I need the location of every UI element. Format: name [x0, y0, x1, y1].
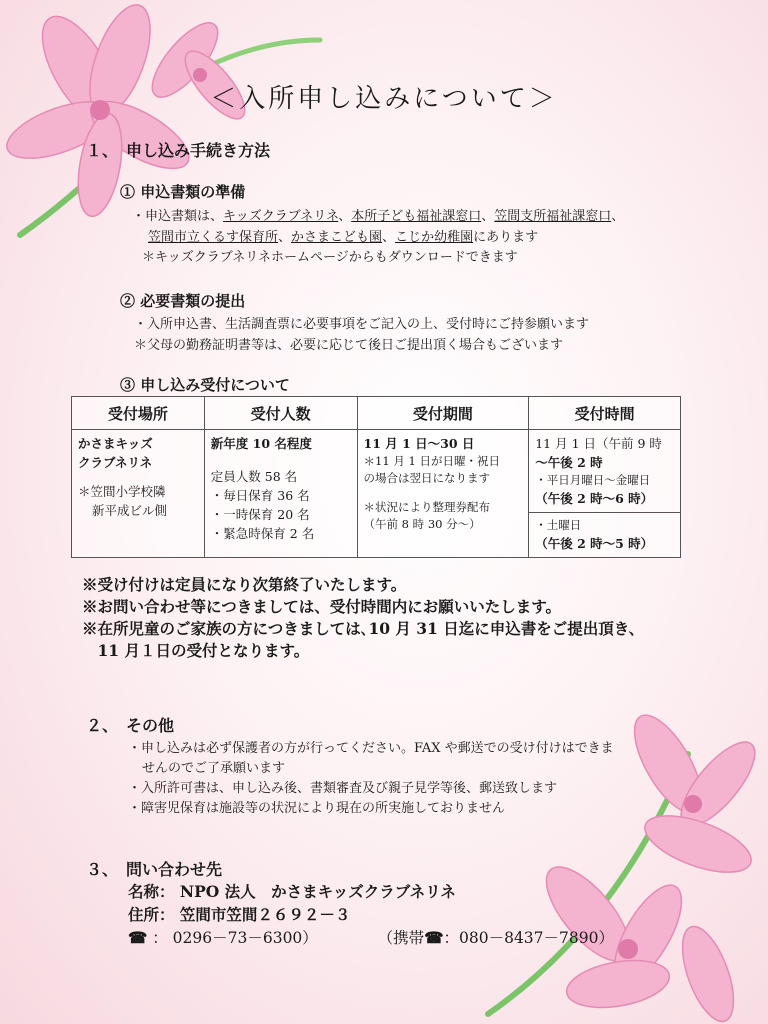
- sub2-line1: ・入所申込書、生活調査票に必要事項をご記入の上、受付時にご持参願います: [134, 317, 590, 332]
- places-prefix: ・申込書類は、: [132, 209, 224, 224]
- header-count: 受付人数: [204, 397, 357, 430]
- place-link[interactable]: 笠間支所福祉課窓口: [494, 209, 612, 224]
- mobile-prefix: （携帯: [377, 929, 425, 947]
- time-line1: 11 月 1 日（午前 9 時: [535, 436, 662, 451]
- note-line: ※受け付けは定員になり次第終了いたします。: [82, 575, 407, 594]
- note-line: 11 月１日の受付となります。: [82, 641, 310, 660]
- section2-line1b: せんのでご了承願います: [142, 761, 286, 776]
- contact-phone-row: [128, 926, 614, 948]
- place-note1: ＊笠間小学校隣: [78, 484, 166, 499]
- section3-heading: ３、 問い合わせ先: [86, 860, 223, 879]
- place-link[interactable]: キッズクラブネリネ: [223, 209, 339, 224]
- header-time: 受付時間: [529, 397, 681, 430]
- sub1-places: [132, 206, 712, 248]
- section2-line2: ・入所許可書は、申し込み後、書類審査及び親子見学等後、郵送致します: [128, 781, 558, 796]
- contact-address: 住所： 笠間市笠間２６９２－３: [128, 905, 351, 924]
- cell-place: [72, 430, 205, 558]
- count-emergency: ・緊急時保育 2 名: [210, 526, 315, 541]
- reception-table: [71, 396, 681, 558]
- notes-block: [82, 574, 644, 662]
- mobile-number[interactable]: ：080－8437－7890）: [443, 929, 614, 947]
- place-link[interactable]: 本所子ども福祉課窓口: [351, 209, 482, 224]
- count-main: 新年度 10 名程度: [210, 436, 312, 451]
- time-saturday: ・土曜日: [535, 518, 582, 532]
- places-suffix: にあります: [473, 230, 539, 245]
- header-place: 受付場所: [72, 397, 205, 430]
- count-capacity: 定員人数 58 名: [210, 469, 298, 484]
- table-row: [72, 430, 681, 558]
- header-period: 受付期間: [357, 397, 529, 430]
- place-link[interactable]: こじか幼稚園: [395, 230, 474, 245]
- period-note4: （午前 8 時 30 分～）: [363, 517, 481, 531]
- period-note2: の場合は翌日になります: [363, 471, 491, 485]
- cell-count: [204, 430, 357, 558]
- note-line: ※在所児童のご家族の方につきましては､10 月 31 日迄に申込書をご提出頂き、: [82, 619, 645, 638]
- section2-heading: ２、 その他: [86, 716, 175, 735]
- cell-time: [529, 430, 681, 558]
- count-temporary: ・一時保育 20 名: [210, 507, 310, 522]
- place-name-line2: クラブネリネ: [78, 455, 153, 470]
- sub3-heading: ③ 申し込み受付について: [120, 376, 290, 394]
- time-weekday-hours: （午後 2 時～6 時）: [535, 491, 654, 506]
- phone-icon: ☎: [128, 928, 148, 947]
- separator: 、: [382, 230, 396, 245]
- separator: 、: [338, 209, 352, 224]
- section2-line3: ・障害児保育は施設等の状況により現在の所実施しておりません: [128, 801, 506, 816]
- sub1-heading: ① 申込書類の準備: [120, 183, 246, 201]
- contact-name: 名称： NPO 法人 かさまキッズクラブネリネ: [128, 882, 456, 901]
- count-daily: ・毎日保育 36 名: [210, 488, 310, 503]
- separator: 、: [611, 209, 625, 224]
- place-name-line1: かさまキッズ: [78, 436, 153, 451]
- table-header-row: [72, 397, 681, 430]
- period-note1: ＊11 月 1 日が日曜・祝日: [363, 454, 500, 468]
- time-weekday: ・平日月曜日～金曜日: [535, 473, 651, 487]
- place-note2: 新平成ビル側: [92, 503, 168, 518]
- section2-line1: ・申し込みは必ず保護者の方が行ってください。FAX や郵送での受け付けはできま: [128, 741, 614, 756]
- cell-period: [357, 430, 529, 558]
- section1-heading: １、 申し込み手続き方法: [86, 141, 271, 160]
- time-saturday-hours: （午後 2 時～5 時）: [535, 536, 654, 551]
- mobile-phone-icon: ☎: [424, 928, 444, 947]
- download-note: ＊キッズクラブネリネホームページからもダウンロードできます: [142, 250, 518, 265]
- page-title: ＜入所申し込みについて＞: [210, 84, 558, 114]
- place-link[interactable]: かさまこども園: [291, 230, 383, 245]
- sub2-line2: ＊父母の勤務証明書等は、必要に応じて後日ご提出頂く場合もございます: [134, 338, 564, 353]
- separator: 、: [278, 230, 292, 245]
- period-main: 11 月 1 日～30 日: [363, 436, 475, 451]
- phone-number[interactable]: ： 0296－73－6300）: [152, 929, 318, 947]
- separator: 、: [481, 209, 495, 224]
- time-line2: ～午後 2 時: [535, 455, 603, 470]
- period-note3: ＊状況により整理券配布: [363, 500, 491, 514]
- note-line: ※お問い合わせ等につきましては、受付時間内にお願いいたします。: [82, 597, 561, 616]
- sub2-heading: ② 必要書類の提出: [120, 292, 246, 310]
- place-link[interactable]: 笠間市立くるす保育所: [148, 230, 279, 245]
